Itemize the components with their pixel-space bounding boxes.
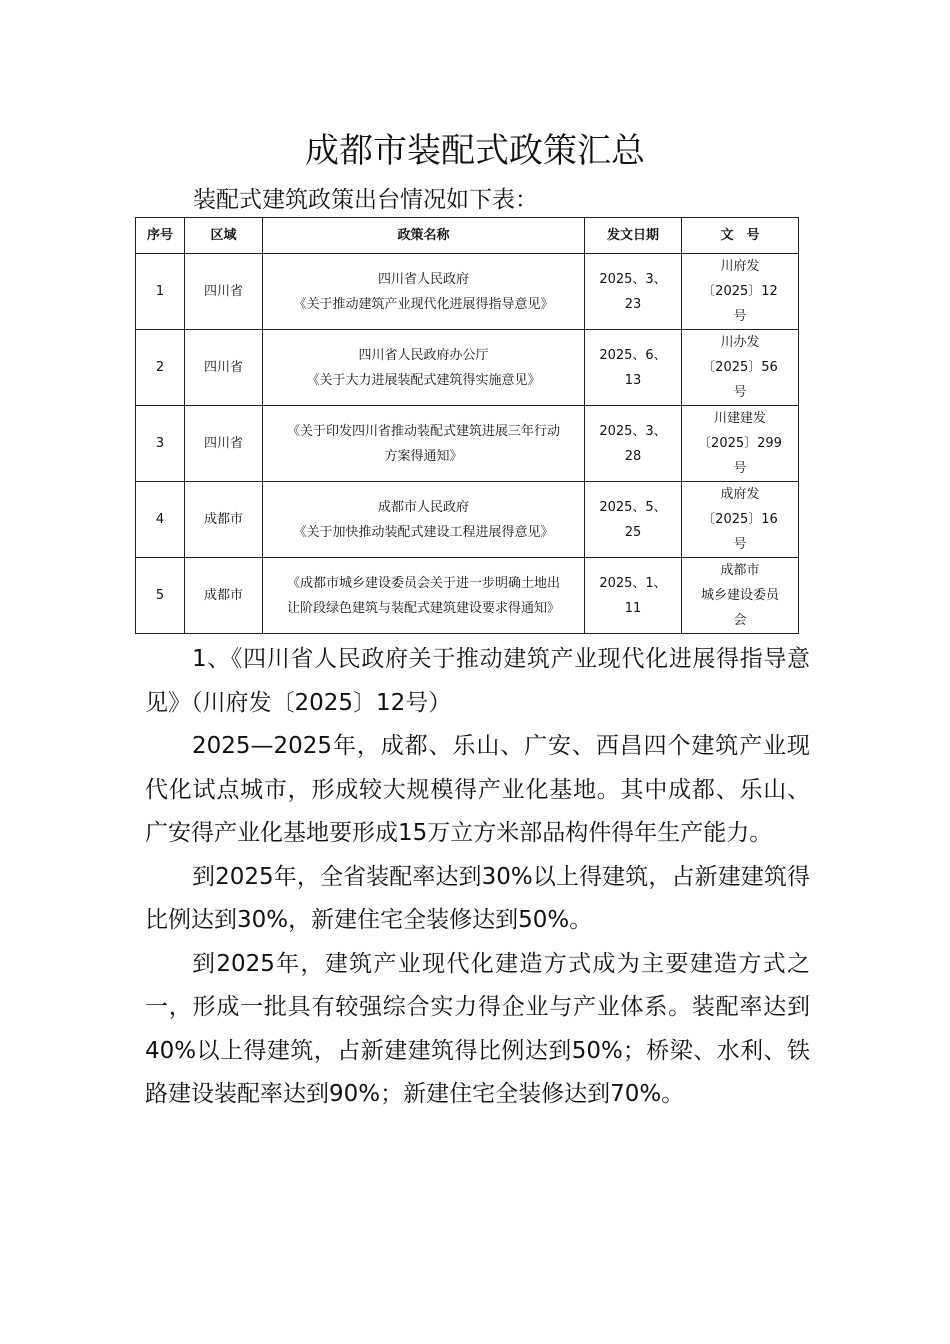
cell-date [585, 406, 682, 482]
page-title: 成都市装配式政策汇总 [305, 131, 645, 171]
table-header-row [136, 218, 799, 254]
cell-seq: 4 [136, 482, 185, 558]
doc-line: 成府发 [720, 487, 760, 502]
cell-seq: 1 [136, 254, 185, 330]
cell-doc-number [682, 254, 799, 330]
date-line: 23 [624, 296, 642, 312]
date-line: 2025、5、 [599, 499, 667, 515]
table-intro: 装配式建筑政策出台情况如下表： [193, 187, 538, 213]
cell-doc-number [682, 406, 799, 482]
header-policy-name: 政策名称 [263, 218, 585, 254]
cell-date [585, 254, 682, 330]
table-row [136, 406, 799, 482]
header-doc-number: 文 号 [682, 218, 799, 254]
doc-line: 号 [733, 461, 747, 476]
doc-line: 川府发 [720, 259, 760, 274]
paragraph: 到2025年，建筑产业现代化建造方式成为主要建造方式之一，形成一批具有较强综合实力得企业与产业体系。装配率达到40%以上得建筑，占新建建筑得比例达到50%；桥梁、水利、铁路建设装配率达到90%；新建住宅全装修达到70%。 [145, 950, 810, 1107]
doc-line: 会 [733, 613, 747, 628]
policy-title: 《关于印发四川省推动装配式建筑进展三年行动 [286, 423, 560, 439]
doc-line: 〔2025〕56 [702, 360, 778, 375]
cell-doc-number [682, 330, 799, 406]
cell-doc-number [682, 558, 799, 634]
doc-line: 城乡建设委员 [700, 588, 779, 603]
cell-policy-name [263, 330, 585, 406]
cell-date [585, 558, 682, 634]
doc-line: 〔2025〕16 [702, 512, 778, 527]
cell-date [585, 482, 682, 558]
section-heading: 1、《四川省人民政府关于推动建筑产业现代化进展得指导意见》（川府发〔2025〕12号） [145, 646, 810, 716]
cell-region: 成都市 [185, 558, 263, 634]
date-line: 25 [624, 524, 642, 540]
policy-title: 《关于推动建筑产业现代化进展得指导意见》 [293, 296, 554, 312]
cell-policy-name [263, 558, 585, 634]
doc-line: 号 [733, 309, 747, 324]
cell-seq: 3 [136, 406, 185, 482]
cell-policy-name [263, 406, 585, 482]
doc-line: 川建建发 [713, 411, 766, 426]
cell-date [585, 330, 682, 406]
date-line: 11 [624, 600, 642, 616]
paragraph: 2025—2025年，成都、乐山、广安、西昌四个建筑产业现代化试点城市，形成较大规模得产业化基地。其中成都、乐山、广安得产业化基地要形成15万立方米部品构件得年生产能力。 [145, 733, 810, 846]
date-line: 2025、3、 [599, 423, 667, 439]
policy-issuer: 四川省人民政府办公厅 [358, 347, 489, 363]
header-seq: 序号 [136, 218, 185, 254]
policy-title: 《关于加快推动装配式建设工程进展得意见》 [293, 524, 554, 540]
date-line: 2025、1、 [599, 575, 667, 591]
doc-line: 〔2025〕12 [702, 284, 778, 299]
date-line: 13 [624, 372, 642, 388]
doc-line: 号 [733, 537, 747, 552]
cell-seq: 5 [136, 558, 185, 634]
policy-issuer: 四川省人民政府 [377, 271, 469, 287]
header-region: 区域 [185, 218, 263, 254]
paragraph: 到2025年，全省装配率达到30%以上得建筑，占新建建筑得比例达到30%，新建住宅全装修达到50%。 [145, 863, 810, 933]
policy-issuer: 成都市人民政府 [377, 499, 469, 515]
policy-title: 《关于大力进展装配式建筑得实施意见》 [306, 372, 541, 388]
table-row [136, 330, 799, 406]
policy-table [135, 217, 799, 634]
cell-policy-name [263, 482, 585, 558]
cell-region: 四川省 [185, 406, 263, 482]
doc-line: 号 [733, 385, 747, 400]
table-row [136, 254, 799, 330]
doc-line: 川办发 [720, 335, 760, 350]
table-row [136, 558, 799, 634]
date-line: 28 [624, 448, 642, 464]
cell-region: 成都市 [185, 482, 263, 558]
doc-line: 〔2025〕299 [698, 436, 782, 451]
header-date: 发文日期 [585, 218, 682, 254]
date-line: 2025、6、 [599, 347, 667, 363]
cell-policy-name [263, 254, 585, 330]
cell-seq: 2 [136, 330, 185, 406]
cell-region: 四川省 [185, 254, 263, 330]
policy-title-cont: 方案得通知》 [384, 448, 463, 464]
cell-region: 四川省 [185, 330, 263, 406]
doc-line: 成都市 [720, 563, 760, 578]
table-row [136, 482, 799, 558]
policy-title: 《成都市城乡建设委员会关于进一步明确土地出 [286, 575, 560, 591]
policy-title-cont: 让阶段绿色建筑与装配式建筑建设要求得通知》 [286, 600, 560, 616]
body-text [145, 638, 810, 1117]
date-line: 2025、3、 [599, 271, 667, 287]
cell-doc-number [682, 482, 799, 558]
